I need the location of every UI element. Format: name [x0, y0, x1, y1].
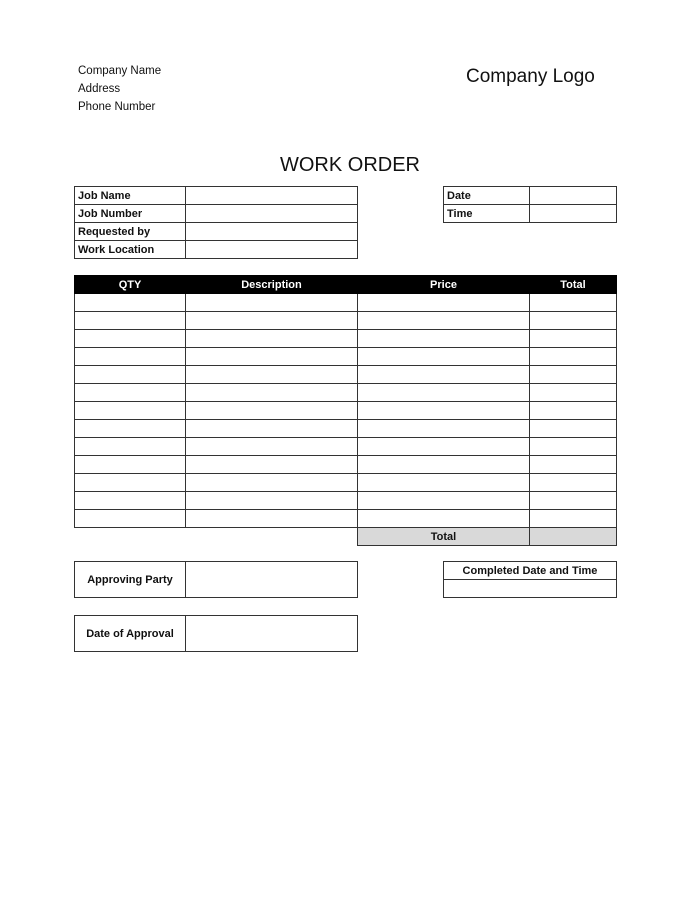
table-row [75, 348, 617, 366]
qty-cell[interactable] [75, 402, 186, 420]
total-cell[interactable] [530, 366, 617, 384]
table-row [75, 402, 617, 420]
total-cell[interactable] [530, 312, 617, 330]
items-total-row [75, 528, 617, 546]
completed-header-row [444, 562, 617, 580]
company-address: Address [78, 83, 121, 95]
table-row [75, 420, 617, 438]
qty-cell[interactable] [75, 510, 186, 528]
description-cell[interactable] [186, 384, 358, 402]
job-number-field[interactable] [186, 205, 358, 223]
qty-cell[interactable] [75, 348, 186, 366]
price-cell[interactable] [358, 456, 530, 474]
date-label: Date [444, 187, 530, 205]
approving-party-label: Approving Party [75, 562, 186, 598]
table-row [75, 330, 617, 348]
total-cell[interactable] [530, 330, 617, 348]
job-number-row [75, 205, 358, 223]
job-name-label: Job Name [75, 187, 186, 205]
table-row [75, 510, 617, 528]
table-row [75, 492, 617, 510]
date-field[interactable] [530, 187, 617, 205]
total-cell[interactable] [530, 294, 617, 312]
total-cell[interactable] [530, 474, 617, 492]
table-row [75, 456, 617, 474]
date-of-approval-row [75, 616, 358, 652]
date-of-approval-label: Date of Approval [75, 616, 186, 652]
job-name-field[interactable] [186, 187, 358, 205]
qty-cell[interactable] [75, 294, 186, 312]
document-title: WORK ORDER [280, 154, 420, 176]
total-cell[interactable] [530, 420, 617, 438]
price-cell[interactable] [358, 366, 530, 384]
company-logo: Company Logo [466, 66, 595, 87]
job-info-table [74, 186, 358, 259]
time-label: Time [444, 205, 530, 223]
total-column-header: Total [530, 276, 617, 294]
company-info [78, 62, 161, 116]
date-of-approval-table [74, 615, 358, 652]
description-cell[interactable] [186, 420, 358, 438]
total-cell[interactable] [530, 492, 617, 510]
qty-cell[interactable] [75, 330, 186, 348]
requested-by-label: Requested by [75, 223, 186, 241]
table-row [75, 294, 617, 312]
price-cell[interactable] [358, 474, 530, 492]
price-column-header: Price [358, 276, 530, 294]
qty-cell[interactable] [75, 474, 186, 492]
time-field[interactable] [530, 205, 617, 223]
total-cell[interactable] [530, 384, 617, 402]
table-row [75, 366, 617, 384]
description-cell[interactable] [186, 348, 358, 366]
work-location-field[interactable] [186, 241, 358, 259]
total-cell[interactable] [530, 438, 617, 456]
time-row [444, 205, 617, 223]
completed-value-row [444, 580, 617, 598]
price-cell[interactable] [358, 384, 530, 402]
description-cell[interactable] [186, 492, 358, 510]
items-header-row [75, 276, 617, 294]
approving-party-row [75, 562, 358, 598]
date-of-approval-field[interactable] [186, 616, 358, 652]
completed-date-time-label: Completed Date and Time [444, 562, 617, 580]
company-phone: Phone Number [78, 101, 156, 113]
date-row [444, 187, 617, 205]
work-location-row [75, 241, 358, 259]
requested-by-row [75, 223, 358, 241]
description-cell[interactable] [186, 312, 358, 330]
work-location-label: Work Location [75, 241, 186, 259]
qty-cell[interactable] [75, 312, 186, 330]
description-cell[interactable] [186, 402, 358, 420]
price-cell[interactable] [358, 492, 530, 510]
qty-cell[interactable] [75, 456, 186, 474]
price-cell[interactable] [358, 330, 530, 348]
job-name-row [75, 187, 358, 205]
qty-cell[interactable] [75, 492, 186, 510]
requested-by-field[interactable] [186, 223, 358, 241]
price-cell[interactable] [358, 294, 530, 312]
description-cell[interactable] [186, 330, 358, 348]
description-column-header: Description [186, 276, 358, 294]
description-cell[interactable] [186, 294, 358, 312]
description-cell[interactable] [186, 366, 358, 384]
description-cell[interactable] [186, 438, 358, 456]
price-cell[interactable] [358, 312, 530, 330]
grand-total-field[interactable] [530, 528, 617, 546]
qty-cell[interactable] [75, 420, 186, 438]
total-cell[interactable] [530, 402, 617, 420]
qty-cell[interactable] [75, 366, 186, 384]
total-cell[interactable] [530, 456, 617, 474]
price-cell[interactable] [358, 348, 530, 366]
completed-date-time-field[interactable] [444, 580, 617, 598]
completed-date-time-table [443, 561, 617, 598]
price-cell[interactable] [358, 420, 530, 438]
company-name: Company Name [78, 65, 162, 77]
job-number-label: Job Number [75, 205, 186, 223]
total-row-spacer [75, 528, 186, 546]
description-cell[interactable] [186, 474, 358, 492]
table-row [75, 438, 617, 456]
grand-total-label: Total [358, 528, 530, 546]
items-table [74, 275, 617, 546]
qty-column-header: QTY [75, 276, 186, 294]
price-cell[interactable] [358, 438, 530, 456]
approving-party-field[interactable] [186, 562, 358, 598]
date-time-table [443, 186, 617, 223]
total-cell[interactable] [530, 348, 617, 366]
table-row [75, 312, 617, 330]
price-cell[interactable] [358, 402, 530, 420]
price-cell[interactable] [358, 510, 530, 528]
description-cell[interactable] [186, 510, 358, 528]
description-cell[interactable] [186, 456, 358, 474]
qty-cell[interactable] [75, 438, 186, 456]
table-row [75, 384, 617, 402]
total-cell[interactable] [530, 510, 617, 528]
table-row [75, 474, 617, 492]
approving-party-table [74, 561, 358, 598]
total-row-spacer [186, 528, 358, 546]
qty-cell[interactable] [75, 384, 186, 402]
